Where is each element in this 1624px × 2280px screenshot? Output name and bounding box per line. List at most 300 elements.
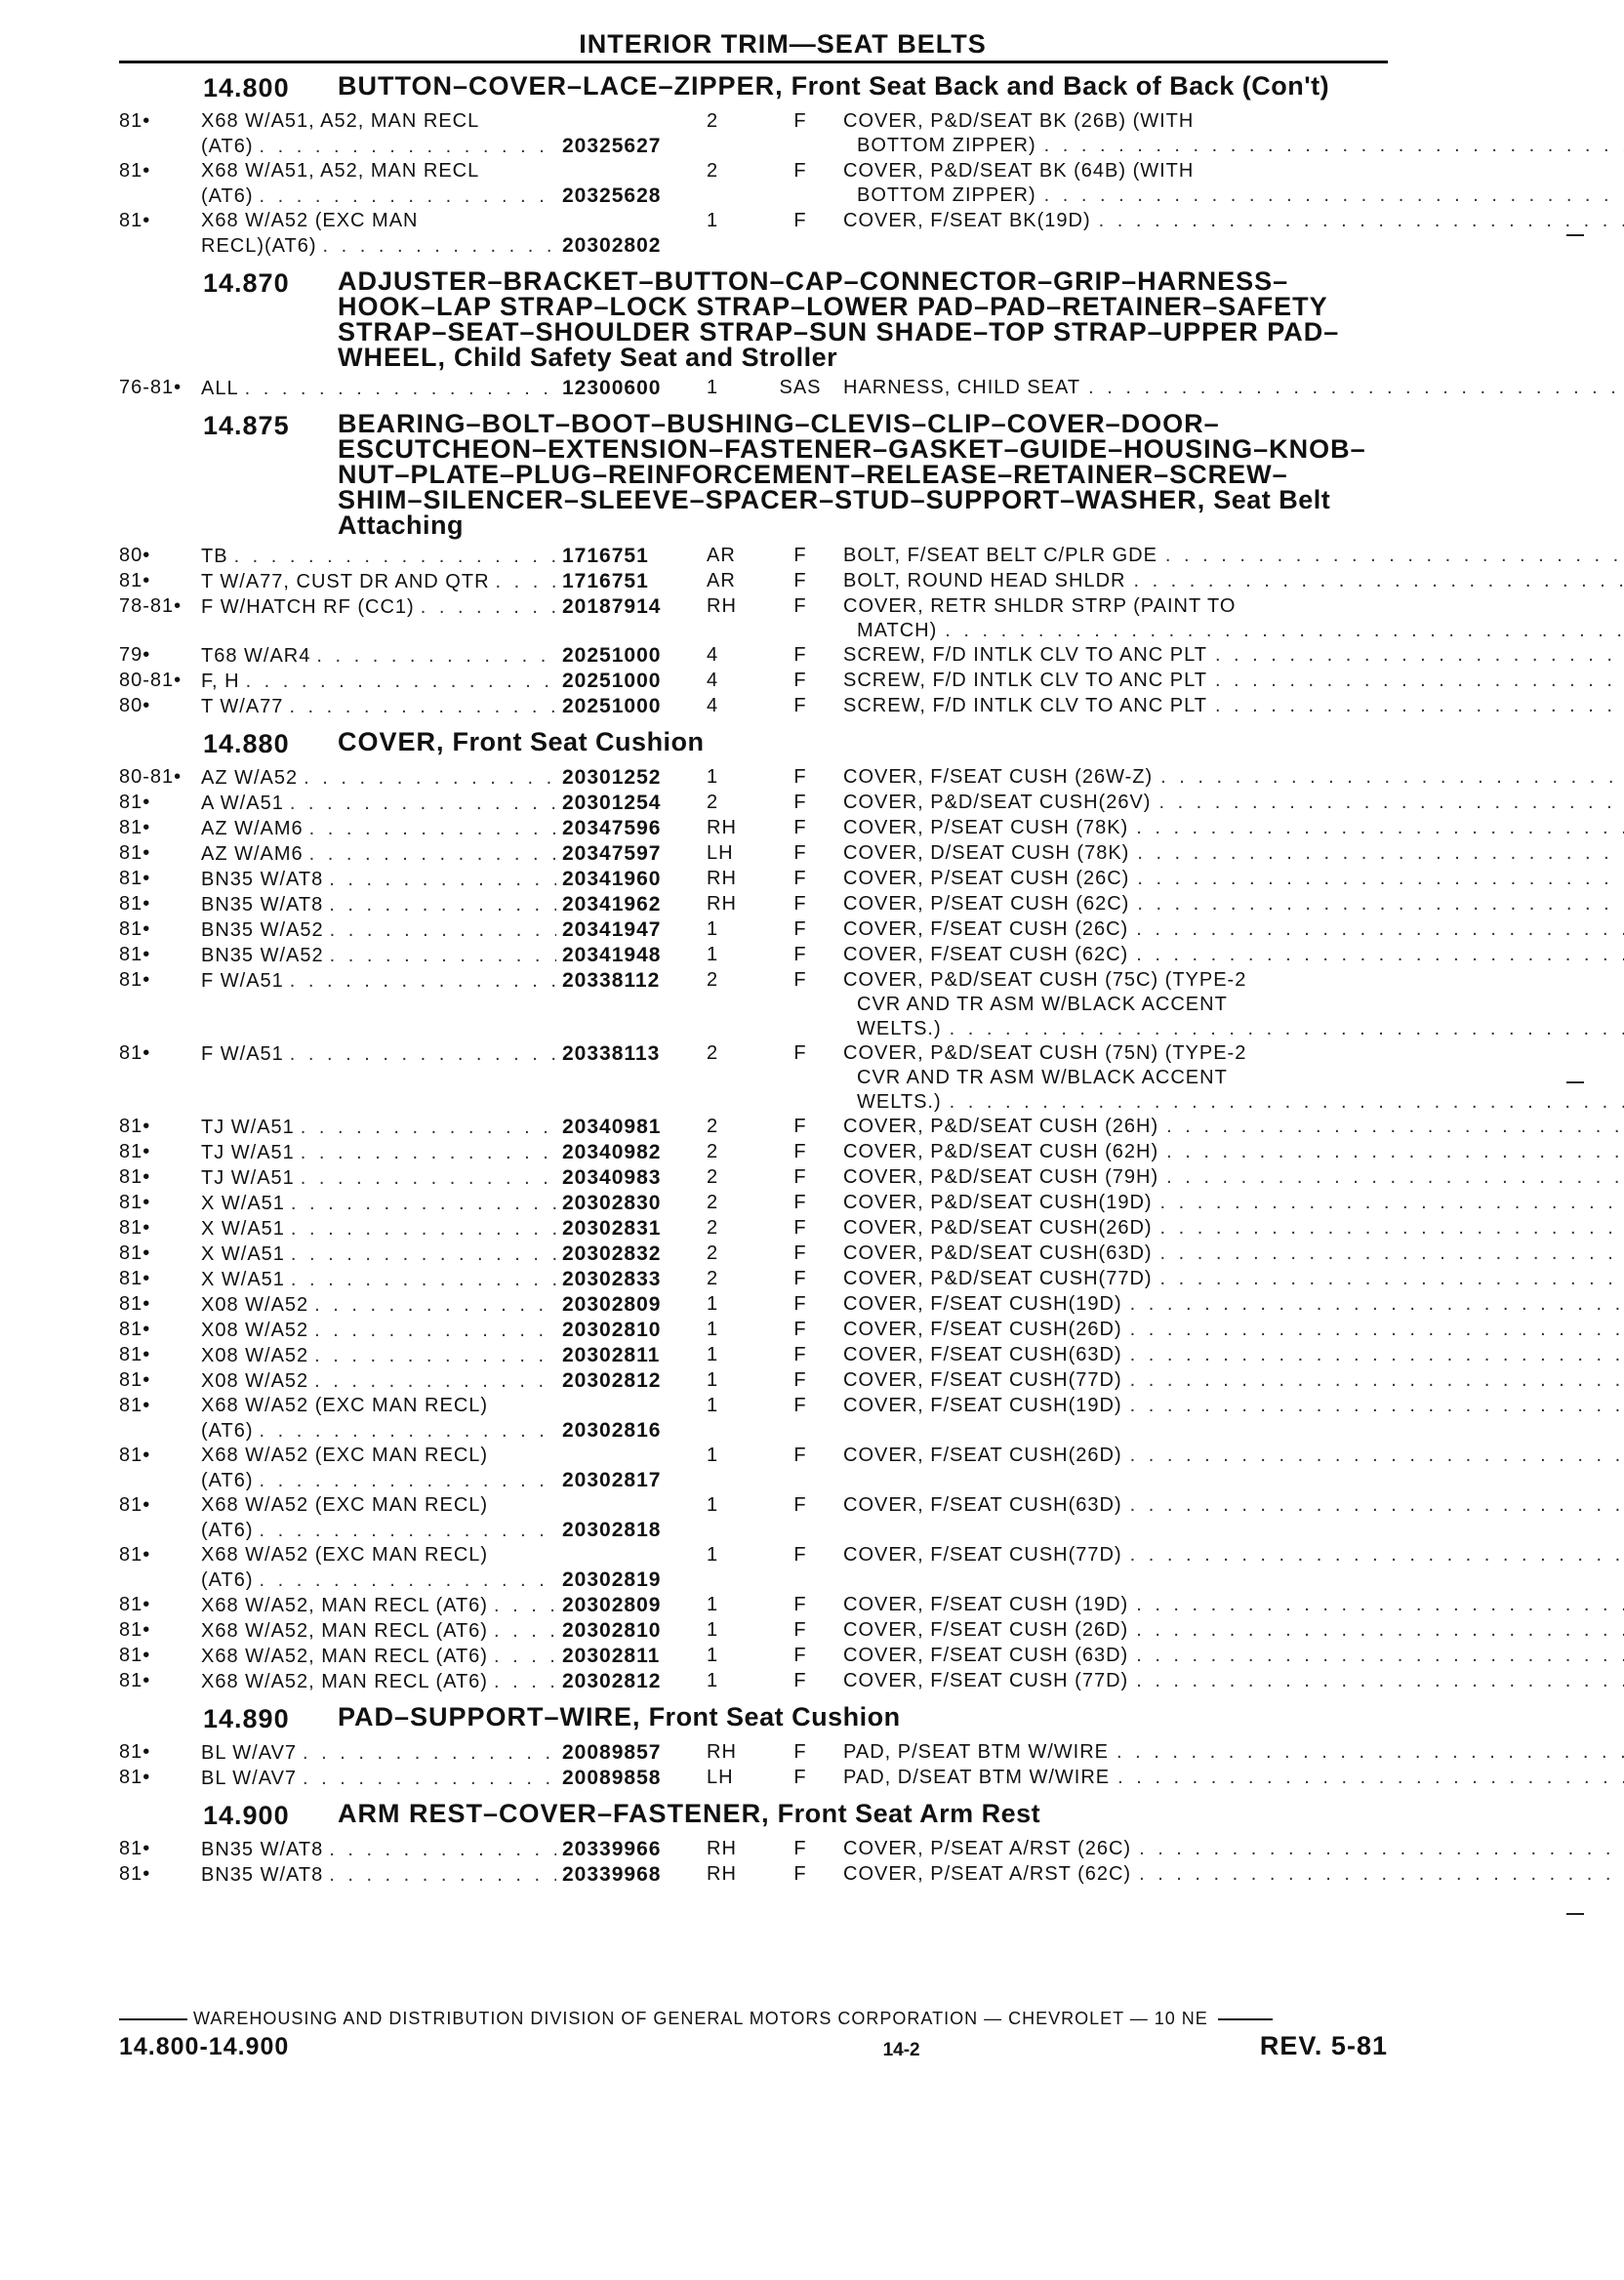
application-last-line xyxy=(201,669,689,694)
description xyxy=(839,1766,1624,1790)
description xyxy=(839,968,1624,1041)
parts-row xyxy=(119,892,1388,917)
catalog-section xyxy=(119,268,1388,401)
application xyxy=(201,569,689,594)
section-heading xyxy=(119,1801,1388,1831)
parts-row xyxy=(119,1041,1388,1115)
leader-dots xyxy=(316,644,556,669)
section-number: 14.880 xyxy=(203,729,290,758)
parts-row xyxy=(119,1242,1388,1267)
quantity: 2 xyxy=(707,160,719,182)
margin-tick xyxy=(1566,234,1584,236)
parts-row xyxy=(119,1493,1388,1543)
leader-dots xyxy=(494,1619,556,1644)
application-text: F W/A51 xyxy=(201,1043,284,1065)
application-last-line xyxy=(201,1669,689,1694)
part-number: 12300600 xyxy=(562,377,662,399)
leader-dots xyxy=(1116,1740,1624,1765)
description-line xyxy=(843,209,1624,233)
leader-dots xyxy=(1130,1444,1624,1468)
application xyxy=(201,1493,689,1543)
quantity: 1 xyxy=(707,1395,719,1416)
model-year: 81• xyxy=(119,1116,151,1137)
application xyxy=(201,841,689,867)
description-text: COVER, F/SEAT CUSH (62C) xyxy=(843,944,1129,965)
part-number: 20302810 xyxy=(562,1619,662,1642)
model-year: 81• xyxy=(119,944,151,965)
description xyxy=(839,943,1624,967)
model-year: 81• xyxy=(119,842,151,864)
section-title-application: Front Seat Back and Back of Back (Con't) xyxy=(791,71,1330,101)
description xyxy=(839,694,1624,718)
application-last-line xyxy=(201,1318,689,1343)
description-line xyxy=(843,1394,1624,1418)
section-number: 14.890 xyxy=(203,1704,290,1733)
description-continuation xyxy=(843,183,1624,208)
source-code: F xyxy=(793,1645,807,1666)
quantity: RH xyxy=(707,893,737,915)
description-line xyxy=(843,1862,1624,1887)
application-last-line xyxy=(201,694,689,719)
source-code: F xyxy=(793,1395,807,1416)
section-title xyxy=(338,1704,1372,1730)
section-title-parts: BEARING–BOLT–BOOT–BUSHING–CLEVIS–CLIP–COVER–DOOR–ESCUTCHEON–EXTENSION–FASTENER–GASKET–GUIDE–HOUSING–KNOB–NUT–PLATE–PLUG–REINFORCEMENT–RELEASE–RETAINER–SCREW–SHIM–SILENCER–SLEEVE–SPACER–STUD–SUPPORT–WASHER, xyxy=(338,409,1366,514)
leader-dots xyxy=(1136,1618,1624,1643)
source-code: F xyxy=(793,1242,807,1264)
model-year: 81• xyxy=(119,1838,151,1859)
part-number: 20251000 xyxy=(562,670,662,692)
application-last-line xyxy=(201,867,689,892)
leader-dots xyxy=(309,817,556,841)
part-number: 20301252 xyxy=(562,766,662,789)
description xyxy=(839,1041,1624,1115)
quantity: 2 xyxy=(707,1217,719,1239)
application-text: ALL xyxy=(201,378,239,399)
leader-dots xyxy=(289,695,556,719)
quantity: 2 xyxy=(707,1242,719,1264)
application-last-line xyxy=(201,917,689,943)
footer-right-rule xyxy=(1218,2018,1273,2020)
description-text: SCREW, F/D INTLK CLV TO ANC PLT xyxy=(843,695,1207,716)
leader-dots xyxy=(301,1116,556,1140)
description xyxy=(839,1444,1624,1468)
description-text: COVER, F/SEAT CUSH (77D) xyxy=(843,1670,1129,1691)
application-last-line xyxy=(201,569,689,594)
source-code: F xyxy=(793,644,807,666)
leader-dots xyxy=(1044,183,1624,208)
description-line xyxy=(843,1267,1624,1291)
source-code: F xyxy=(793,595,807,617)
catalog-section xyxy=(119,411,1388,719)
part-number: 20338113 xyxy=(562,1042,661,1065)
application-last-line xyxy=(201,1242,689,1267)
description-line xyxy=(843,892,1624,916)
parts-row xyxy=(119,1644,1388,1669)
leader-dots xyxy=(303,1767,556,1791)
leader-dots xyxy=(260,184,556,209)
application-last-line xyxy=(201,892,689,917)
description-text: COVER, F/SEAT CUSH (19D) xyxy=(843,1594,1129,1615)
application-text: AZ W/AM6 xyxy=(201,843,304,865)
application-line: X68 W/A51, A52, MAN RECL xyxy=(201,110,480,132)
application-last-line xyxy=(201,1837,689,1862)
description xyxy=(839,917,1624,942)
application-last-line xyxy=(201,968,689,994)
quantity: LH xyxy=(707,842,734,864)
description-text: COVER, F/SEAT CUSH(26D) xyxy=(843,1445,1122,1466)
quantity: 2 xyxy=(707,110,719,132)
parts-row xyxy=(119,841,1388,867)
leader-dots xyxy=(1117,1766,1624,1790)
footer-page-number: 14-2 xyxy=(882,2040,920,2060)
source-code: F xyxy=(793,868,807,889)
application-line: X68 W/A52 (EXC MAN xyxy=(201,210,419,231)
application-text: A W/A51 xyxy=(201,793,284,814)
model-year: 78-81• xyxy=(119,595,183,617)
model-year: 81• xyxy=(119,1863,151,1885)
description-text: COVER, F/SEAT CUSH (26D) xyxy=(843,1619,1129,1641)
quantity: 1 xyxy=(707,1619,719,1641)
model-year: 81• xyxy=(119,1645,151,1666)
application-line: X68 W/A51, A52, MAN RECL xyxy=(201,160,480,182)
description-text: COVER, P&D/SEAT CUSH(63D) xyxy=(843,1242,1153,1264)
description xyxy=(839,765,1624,790)
description-text: COVER, P/SEAT CUSH (26C) xyxy=(843,868,1130,889)
description xyxy=(839,867,1624,891)
leader-dots xyxy=(290,969,556,994)
description-text: COVER, P&D/SEAT CUSH(26D) xyxy=(843,1217,1153,1239)
description-text: COVER, P/SEAT CUSH (62C) xyxy=(843,893,1130,915)
section-title-parts: ARM REST–COVER–FASTENER, xyxy=(338,1799,770,1828)
quantity: RH xyxy=(707,817,737,838)
leader-dots xyxy=(260,135,556,159)
application-text: X68 W/A52, MAN RECL (AT6) xyxy=(201,1671,488,1692)
description-line xyxy=(843,1618,1624,1643)
part-number: 20302812 xyxy=(562,1670,662,1692)
quantity: 1 xyxy=(707,918,719,940)
application-last-line xyxy=(201,1292,689,1318)
model-year: 81• xyxy=(119,570,151,591)
model-year: 81• xyxy=(119,1217,151,1239)
quantity: LH xyxy=(707,1767,734,1788)
leader-dots xyxy=(314,1344,556,1368)
application-last-line xyxy=(201,1766,689,1791)
source-code: F xyxy=(793,792,807,813)
parts-row xyxy=(119,867,1388,892)
application-last-line xyxy=(201,1140,689,1165)
catalog-section xyxy=(119,1704,1388,1791)
parts-row xyxy=(119,159,1388,209)
quantity: RH xyxy=(707,1741,737,1763)
catalog-page xyxy=(119,29,1388,1888)
part-number: 20302802 xyxy=(562,234,662,257)
description-text: COVER, P&D/SEAT CUSH(19D) xyxy=(843,1192,1153,1213)
description-line xyxy=(843,159,1624,183)
model-year: 81• xyxy=(119,868,151,889)
quantity: 4 xyxy=(707,695,719,716)
description-line xyxy=(843,1593,1624,1617)
application-text: X08 W/A52 xyxy=(201,1345,309,1366)
quantity: RH xyxy=(707,1838,737,1859)
part-number: 20251000 xyxy=(562,644,662,667)
description-line xyxy=(843,643,1624,668)
quantity: 1 xyxy=(707,377,719,398)
description-line xyxy=(843,1543,1624,1568)
quantity: 2 xyxy=(707,1268,719,1289)
description xyxy=(839,1493,1624,1518)
parts-row xyxy=(119,643,1388,669)
parts-row xyxy=(119,1394,1388,1444)
parts-row xyxy=(119,1740,1388,1766)
description-line xyxy=(843,1644,1624,1668)
model-year: 81• xyxy=(119,160,151,182)
part-number: 20325627 xyxy=(562,135,662,157)
description-text: COVER, F/SEAT CUSH(19D) xyxy=(843,1395,1122,1416)
application-last-line xyxy=(201,643,689,669)
section-title-parts: COVER, xyxy=(338,727,445,756)
model-year: 81• xyxy=(119,1544,151,1566)
application-text: T W/A77, CUST DR AND QTR xyxy=(201,571,490,592)
description-text: CVR AND TR ASM W/BLACK ACCENT xyxy=(857,994,1228,1015)
parts-row xyxy=(119,1593,1388,1618)
source-code: F xyxy=(793,1670,807,1691)
application-last-line xyxy=(201,1368,689,1394)
parts-row xyxy=(119,1140,1388,1165)
application-text: (AT6) xyxy=(201,1470,254,1491)
source-code: F xyxy=(793,944,807,965)
leader-dots xyxy=(1160,1267,1624,1291)
leader-dots xyxy=(1136,917,1624,942)
application-text: X08 W/A52 xyxy=(201,1294,309,1316)
part-number: 20302809 xyxy=(562,1594,662,1616)
application xyxy=(201,1115,689,1140)
application-line: X68 W/A52 (EXC MAN RECL) xyxy=(201,1445,489,1466)
application-text: TJ W/A51 xyxy=(201,1142,295,1163)
application xyxy=(201,1191,689,1216)
part-number: 20341948 xyxy=(562,944,662,966)
application-last-line xyxy=(201,183,689,209)
section-number: 14.870 xyxy=(203,268,290,298)
description-continuation xyxy=(843,1090,1624,1115)
model-year: 81• xyxy=(119,1141,151,1162)
section-title xyxy=(338,411,1372,538)
page-title: INTERIOR TRIM—SEAT BELTS xyxy=(579,29,987,59)
description-text: WELTS.) xyxy=(857,1091,942,1113)
model-year: 81• xyxy=(119,1042,151,1064)
description xyxy=(839,1368,1624,1393)
parts-row xyxy=(119,1368,1388,1394)
quantity: 1 xyxy=(707,1319,719,1340)
description xyxy=(839,1618,1624,1643)
leader-dots xyxy=(314,1293,556,1318)
leader-dots xyxy=(314,1319,556,1343)
description-line xyxy=(843,376,1624,400)
model-year: 81• xyxy=(119,1344,151,1365)
description-line xyxy=(843,1669,1624,1693)
leader-dots xyxy=(1130,1318,1624,1342)
application-text: BN35 W/AT8 xyxy=(201,1864,324,1886)
parts-row xyxy=(119,791,1388,816)
part-number: 20089858 xyxy=(562,1767,662,1789)
description xyxy=(839,109,1624,158)
quantity: 2 xyxy=(707,1141,719,1162)
model-year: 80-81• xyxy=(119,670,183,691)
leader-dots xyxy=(1130,1368,1624,1393)
application xyxy=(201,1368,689,1394)
source-code: F xyxy=(793,570,807,591)
application-text: (AT6) xyxy=(201,185,254,207)
section-title-application: Front Seat Arm Rest xyxy=(777,1799,1041,1828)
description xyxy=(839,1292,1624,1317)
footer-bottom xyxy=(119,2031,1388,2061)
section-heading xyxy=(119,73,1388,103)
description-line xyxy=(843,594,1624,619)
model-year: 81• xyxy=(119,1268,151,1289)
parts-row xyxy=(119,569,1388,594)
application-text: BN35 W/AT8 xyxy=(201,894,324,916)
model-year: 81• xyxy=(119,1192,151,1213)
leader-dots xyxy=(330,918,556,943)
source-code: F xyxy=(793,817,807,838)
part-number: 20341947 xyxy=(562,918,662,941)
description-text: CVR AND TR ASM W/BLACK ACCENT xyxy=(857,1067,1228,1088)
parts-row xyxy=(119,109,1388,159)
section-title-application: Front Seat Cushion xyxy=(452,727,705,756)
model-year: 81• xyxy=(119,1594,151,1615)
description-line xyxy=(843,1191,1624,1215)
application-last-line xyxy=(201,376,689,401)
parts-row xyxy=(119,1267,1388,1292)
model-year: 81• xyxy=(119,1767,151,1788)
application-text: X W/A51 xyxy=(201,1269,285,1290)
description xyxy=(839,1216,1624,1241)
footer-revision: REV. 5-81 xyxy=(1259,2031,1388,2060)
part-number: 20302817 xyxy=(562,1469,662,1491)
description xyxy=(839,1394,1624,1418)
parts-row xyxy=(119,917,1388,943)
application xyxy=(201,765,689,791)
model-year: 81• xyxy=(119,210,151,231)
part-number: 20325628 xyxy=(562,184,662,207)
application-last-line xyxy=(201,816,689,841)
leader-dots xyxy=(1166,1115,1624,1139)
catalog-section xyxy=(119,729,1388,1694)
description-line xyxy=(843,1766,1624,1790)
description xyxy=(839,1740,1624,1765)
quantity: 4 xyxy=(707,644,719,666)
part-number: 20302832 xyxy=(562,1242,662,1265)
parts-row xyxy=(119,1837,1388,1862)
description-text: COVER, P&D/SEAT CUSH (79H) xyxy=(843,1166,1159,1188)
application-text: F W/HATCH RF (CC1) xyxy=(201,596,415,618)
description xyxy=(839,1165,1624,1190)
description-continuation xyxy=(843,619,1624,643)
application-text: BN35 W/AT8 xyxy=(201,869,324,890)
section-heading xyxy=(119,268,1388,370)
application-last-line xyxy=(201,1618,689,1644)
description-text: COVER, P/SEAT A/RST (26C) xyxy=(843,1838,1132,1859)
application-text: X68 W/A52, MAN RECL (AT6) xyxy=(201,1646,488,1667)
description-text: HARNESS, CHILD SEAT xyxy=(843,377,1081,398)
description xyxy=(839,376,1624,400)
description-text: COVER, RETR SHLDR STRP (PAINT TO xyxy=(843,595,1237,617)
model-year: 81• xyxy=(119,1369,151,1391)
description xyxy=(839,569,1624,593)
section-number: 14.900 xyxy=(203,1801,290,1830)
application-last-line xyxy=(201,1518,689,1543)
application-last-line xyxy=(201,1343,689,1368)
description xyxy=(839,816,1624,840)
application-last-line xyxy=(201,943,689,968)
application xyxy=(201,694,689,719)
application xyxy=(201,544,689,569)
leader-dots xyxy=(290,1042,556,1067)
application-last-line xyxy=(201,544,689,569)
model-year: 81• xyxy=(119,1166,151,1188)
parts-row xyxy=(119,669,1388,694)
source-code: F xyxy=(793,1767,807,1788)
description xyxy=(839,892,1624,916)
application-text: F, H xyxy=(201,671,240,692)
application-text: X W/A51 xyxy=(201,1193,285,1214)
leader-dots xyxy=(329,868,556,892)
application-line: X68 W/A52 (EXC MAN RECL) xyxy=(201,1494,489,1516)
description-text: PAD, P/SEAT BTM W/WIRE xyxy=(843,1741,1110,1763)
leader-dots xyxy=(291,1242,556,1267)
application-last-line xyxy=(201,1191,689,1216)
description-line xyxy=(843,544,1624,568)
application-text: (AT6) xyxy=(201,136,254,157)
quantity: 2 xyxy=(707,1166,719,1188)
application xyxy=(201,669,689,694)
description xyxy=(839,1669,1624,1693)
leader-dots xyxy=(1136,1593,1624,1617)
leader-dots xyxy=(950,1090,1624,1115)
quantity: 1 xyxy=(707,1494,719,1516)
description xyxy=(839,643,1624,668)
source-code: F xyxy=(793,110,807,132)
model-year: 81• xyxy=(119,969,151,991)
leader-dots xyxy=(1139,1862,1624,1887)
leader-dots xyxy=(1136,943,1624,967)
model-year: 81• xyxy=(119,817,151,838)
quantity: 1 xyxy=(707,210,719,231)
application xyxy=(201,1216,689,1242)
source-code: F xyxy=(793,969,807,991)
application-last-line xyxy=(201,765,689,791)
parts-row xyxy=(119,1343,1388,1368)
leader-dots xyxy=(1130,1394,1624,1418)
application xyxy=(201,643,689,669)
leader-dots xyxy=(1130,1343,1624,1367)
quantity: RH xyxy=(707,868,737,889)
leader-dots xyxy=(1215,643,1624,668)
source-code: F xyxy=(793,210,807,231)
part-number: 1716751 xyxy=(562,570,649,592)
application-last-line xyxy=(201,1216,689,1242)
description-line xyxy=(843,1368,1624,1393)
page-footer xyxy=(119,2009,1388,2061)
application-text: X68 W/A52, MAN RECL (AT6) xyxy=(201,1595,488,1616)
application xyxy=(201,376,689,401)
application-text: (AT6) xyxy=(201,1520,254,1541)
model-year: 80• xyxy=(119,695,151,716)
application-text: TB xyxy=(201,546,228,567)
part-number: 20338112 xyxy=(562,969,661,992)
model-year: 81• xyxy=(119,893,151,915)
section-number: 14.800 xyxy=(203,73,290,102)
quantity: 2 xyxy=(707,1192,719,1213)
